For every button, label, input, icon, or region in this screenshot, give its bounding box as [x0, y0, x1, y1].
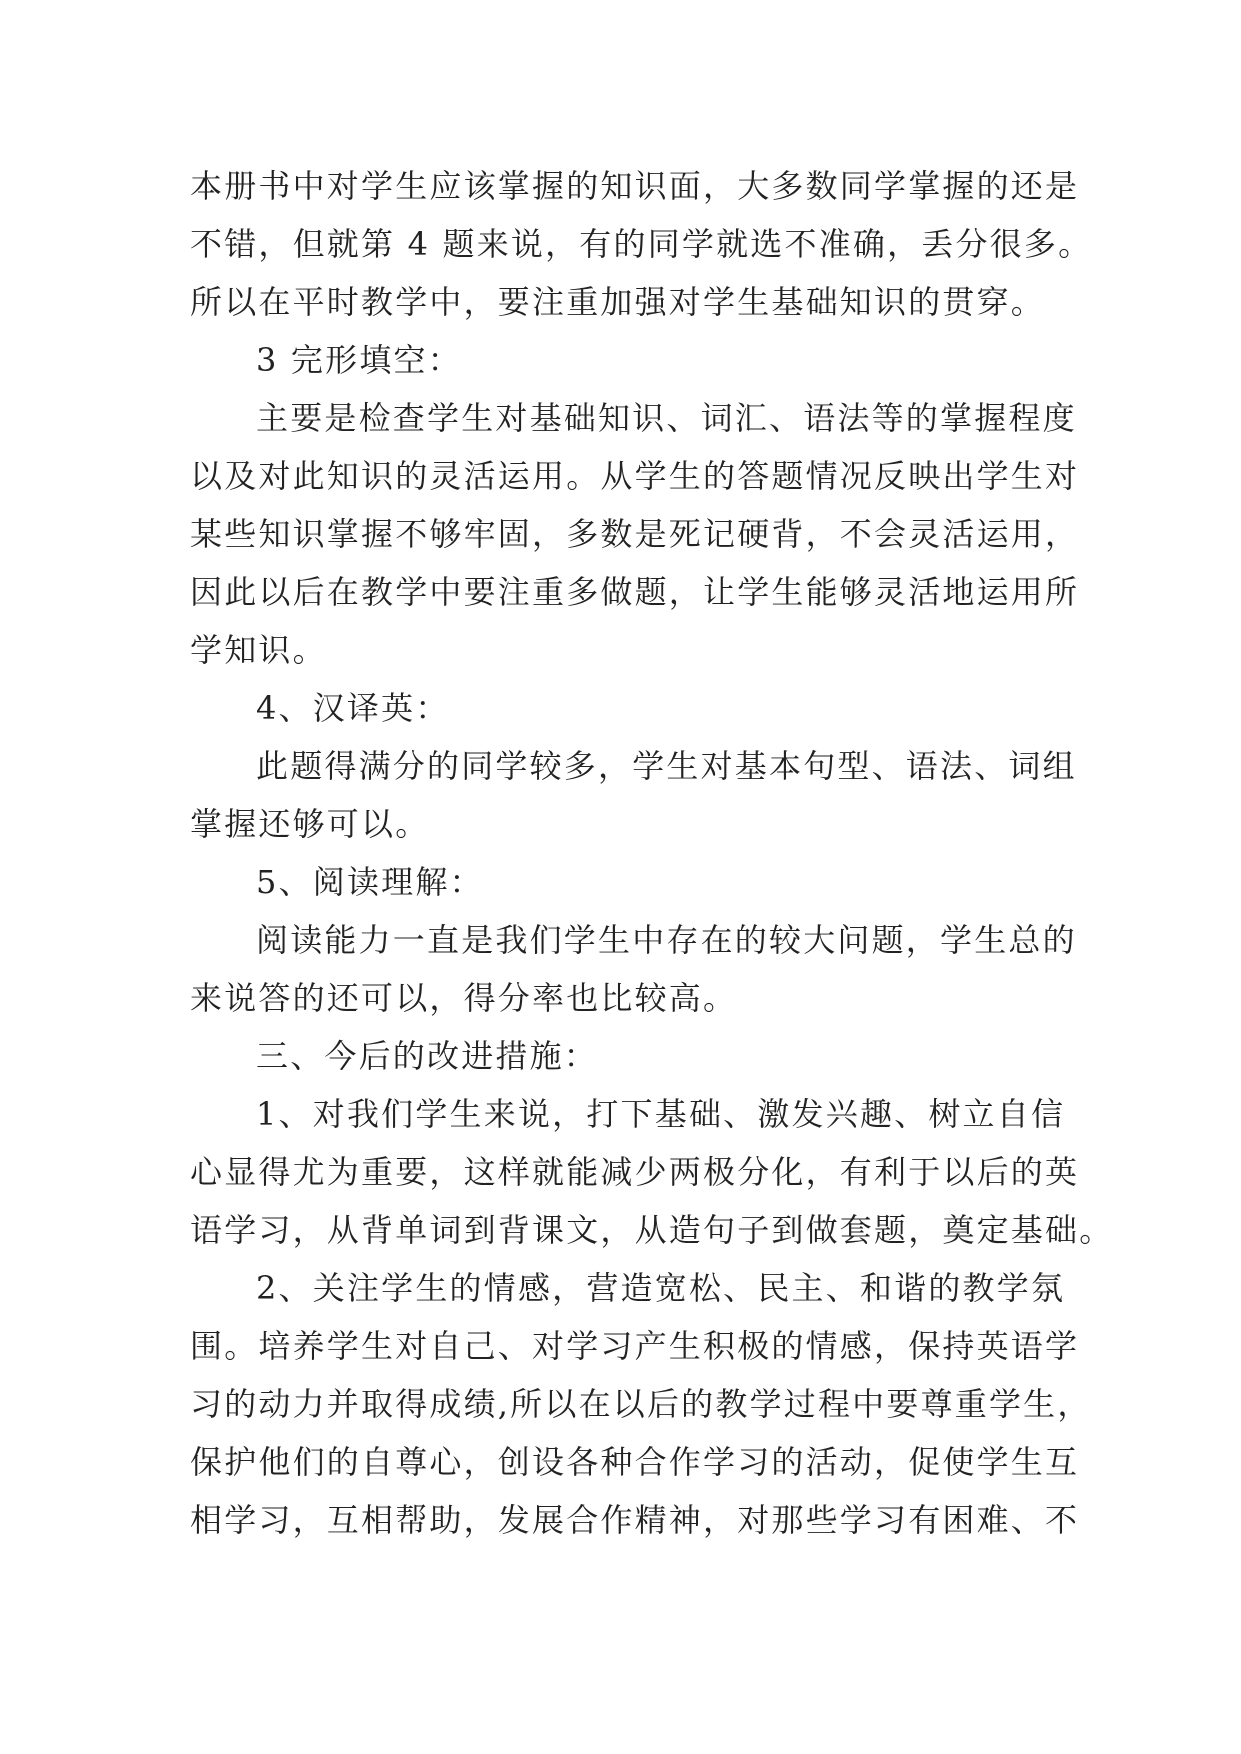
- paragraph-line: 心显得尤为重要，这样就能减少两极分化，有利于以后的英: [190, 1153, 1080, 1191]
- paragraph-line: 学知识。: [190, 631, 327, 669]
- paragraph-line: 习的动力并取得成绩,所以在以后的教学过程中要尊重学生，: [190, 1385, 1092, 1423]
- paragraph-line: 阅读能力一直是我们学生中存在的较大问题，学生总的: [256, 921, 1077, 959]
- paragraph-line: 不错，但就第 4 题来说，有的同学就选不准确，丢分很多。: [190, 225, 1093, 263]
- paragraph-line: 某些知识掌握不够牢固，多数是死记硬背，不会灵活运用，: [190, 515, 1080, 553]
- paragraph-line: 本册书中对学生应该掌握的知识面，大多数同学掌握的还是: [190, 167, 1080, 205]
- paragraph-line: 相学习，互相帮助，发展合作精神，对那些学习有困难、不: [190, 1501, 1080, 1539]
- section-heading: 三、今后的改进措施：: [256, 1037, 599, 1075]
- paragraph-line: 此题得满分的同学较多，学生对基本句型、语法、词组: [256, 747, 1077, 785]
- paragraph-line: 主要是检查学生对基础知识、词汇、语法等的掌握程度: [256, 399, 1077, 437]
- paragraph-line: 围。培养学生对自己、对学习产生积极的情感，保持英语学: [190, 1327, 1080, 1365]
- paragraph-line: 以及对此知识的灵活运用。从学生的答题情况反映出学生对: [190, 457, 1080, 495]
- paragraph-line: 来说答的还可以，得分率也比较高。: [190, 979, 738, 1017]
- section-heading: 5、阅读理解：: [256, 863, 484, 901]
- paragraph-line: 掌握还够可以。: [190, 805, 430, 843]
- paragraph-line: 因此以后在教学中要注重多做题，让学生能够灵活地运用所: [190, 573, 1080, 611]
- paragraph-line: 保护他们的自尊心，创设各种合作学习的活动，促使学生互: [190, 1443, 1080, 1481]
- section-heading: 3 完形填空：: [256, 341, 462, 379]
- section-heading: 4、汉译英：: [256, 689, 450, 727]
- paragraph-line: 1、对我们学生来说，打下基础、激发兴趣、树立自信: [256, 1095, 1066, 1133]
- paragraph-line: 2、关注学生的情感，营造宽松、民主、和谐的教学氛: [256, 1269, 1066, 1307]
- paragraph-line: 语学习，从背单词到背课文，从造句子到做套题，奠定基础。: [190, 1211, 1114, 1249]
- paragraph-line: 所以在平时教学中，要注重加强对学生基础知识的贯穿。: [190, 283, 1046, 321]
